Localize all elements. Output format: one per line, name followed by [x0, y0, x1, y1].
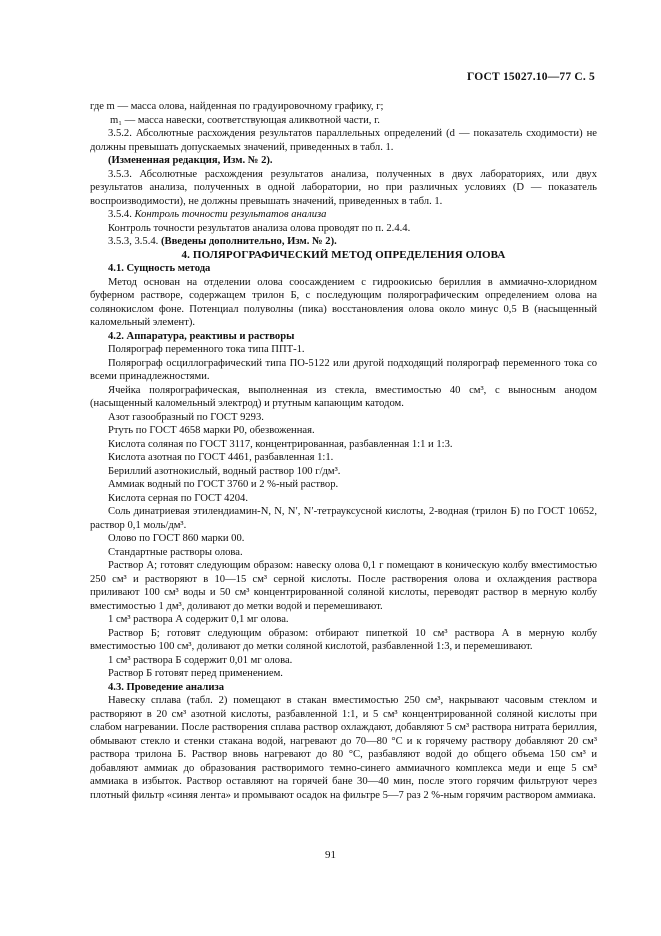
subsection-title: 4.1. Сущность метода — [108, 263, 211, 274]
list-item: Кислота серная по ГОСТ 4204. — [108, 492, 248, 504]
clause-heading — [90, 208, 597, 222]
text-line: m₁ — масса навески, соответствующая аликвотной части, г. — [110, 114, 380, 126]
amendment-note — [90, 235, 597, 249]
paragraph: Метод основан на отделении олова соосаждением с гидроокисью бериллия в аммиачно-хлоридном буферном растворе, содержащем трилон Б, с последующим полярографическим определением олова на солянокислом фоне. Потенциал полуволны (пика) восстановления олова около минус 0,5 В (насыщенный каломельный элемент). — [90, 276, 597, 328]
list-item: Аммиак водный по ГОСТ 3760 и 2 %-ный раствор. — [108, 479, 339, 490]
running-header: ГОСТ 15027.10—77 С. 5 — [467, 71, 595, 83]
paragraph: 3.5.2. Абсолютные расхождения результатов параллельных определений (d — показатель сходимости) не должны превышать допускаемых значений, приведенных в табл. 1. — [90, 128, 597, 153]
amendment-text: (Введены дополнительно, Изм. № 2). — [160, 236, 337, 247]
list-item: Азот газообразный по ГОСТ 9293. — [108, 411, 264, 423]
list-item: 1 см³ раствора Б содержит 0,01 мг олова. — [108, 654, 293, 666]
text-line: где m — масса олова, найденная по градуировочному графику, г; — [90, 101, 384, 112]
paragraph: Контроль точности результатов анализа олова проводят по п. 2.4.4. — [108, 222, 411, 234]
list-item: Кислота соляная по ГОСТ 3117, концентрированная, разбавленная 1:1 и 1:3. — [108, 438, 453, 450]
subsection-title: 4.3. Проведение анализа — [108, 681, 224, 693]
section-title: 4. ПОЛЯРОГРАФИЧЕСКИЙ МЕТОД ОПРЕДЕЛЕНИЯ ОЛОВА — [181, 248, 506, 261]
page-number: 91 — [325, 849, 336, 861]
list-item: 1 см³ раствора А содержит 0,1 мг олова. — [108, 614, 289, 625]
list-item: Ячейка полярографическая, выполненная из стекла, вместимостью 40 см³, с выносным анодом (насыщенный каломельный электрод) и ртутным капающим катодом. — [90, 384, 597, 409]
list-item: Соль динатриевая этилендиамин-N, N, N′, N′-тетрауксусной кислоты, 2-водная (трилон Б) по ГОСТ 10652, раствор 0,1 моль/дм³. — [90, 506, 597, 531]
list-item: Бериллий азотнокислый, водный раствор 100 г/дм³. — [108, 465, 341, 477]
clause-number: 3.5.4. — [108, 209, 135, 220]
page-content — [90, 100, 597, 802]
list-item: Полярограф переменного тока типа ППТ-1. — [108, 344, 305, 355]
paragraph: 3.5.3. Абсолютные расхождения результатов анализа, полученных в двух лабораториях, или двух результатов анализа, полученных в одной лаборатории, но при различных условиях (D — показатель воспроизводимости), не должны превышать значений, приведенных в табл. 1. — [90, 168, 597, 207]
paragraph: Раствор А; готовят следующим образом: навеску олова 0,1 г помещают в коническую колбу вместимостью 250 см³ и растворяют в 10—15 см³ серной кислоты. После растворения олова и охлаждения раствора приливают 100 см³ воды и 50 см³ концентрированной соляной кислоты, переводят раствор в мерную колбу вместимостью 1 дм³, доливают до метки водой и перемешивают. — [90, 560, 597, 612]
subsection-title: 4.2. Аппаратура, реактивы и растворы — [108, 330, 295, 342]
paragraph: Раствор Б; готовят следующим образом: отбирают пипеткой 10 см³ раствора А в мерную колбу вместимостью 100 см³, доливают до метки соляной кислотой, разбавленной 1:3, и перемешивают. — [90, 627, 597, 652]
list-item: Кислота азотная по ГОСТ 4461, разбавленная 1:1. — [108, 452, 334, 463]
amendment-note: (Измененная редакция, Изм. № 2). — [108, 155, 273, 166]
list-item: Ртуть по ГОСТ 4658 марки Р0, обезвоженная. — [108, 425, 315, 436]
list-item: Стандартные растворы олова. — [108, 546, 243, 558]
clause-title: Контроль точности результатов анализа — [134, 209, 327, 220]
list-item: Олово по ГОСТ 860 марки 00. — [108, 533, 245, 544]
paragraph: Навеску сплава (табл. 2) помещают в стакан вместимостью 250 см³, накрывают часовым стеклом и растворяют в 20 см³ азотной кислоты, разбавленной 1:1, и 5 см³ концентрированной соляной кислоты при слабом нагревании. После растворения сплава раствор охлаждают, добавляют 5 см³ раствора нитрата бериллия, обмывают стекло и стенки стакана водой, нагревают до 70—80 °С и к горячему раствору добавляют 20 см³ раствора трилона Б. Раствор вновь нагревают до 80 °С, разбавляют водой до общего объема 150 см³ и добавляют аммиак до образования растворимого темно-синего аммиачного комплекса меди и еще 5 см³ аммиака в избыток. Раствор оставляют на горячей бане 30—40 мин, после этого горячим фильтруют через плотный фильтр «синяя лента» и промывают осадок на фильтре 5—7 раз 2 %-ным горячим раствором аммиака. — [90, 695, 597, 801]
list-item: Полярограф осциллографический типа ПО-5122 или другой подходящий полярограф переменного тока со всеми принадлежностями. — [90, 357, 597, 382]
list-item: Раствор Б готовят перед применением. — [108, 668, 283, 679]
clause-number: 3.5.3, 3.5.4. — [108, 236, 161, 247]
